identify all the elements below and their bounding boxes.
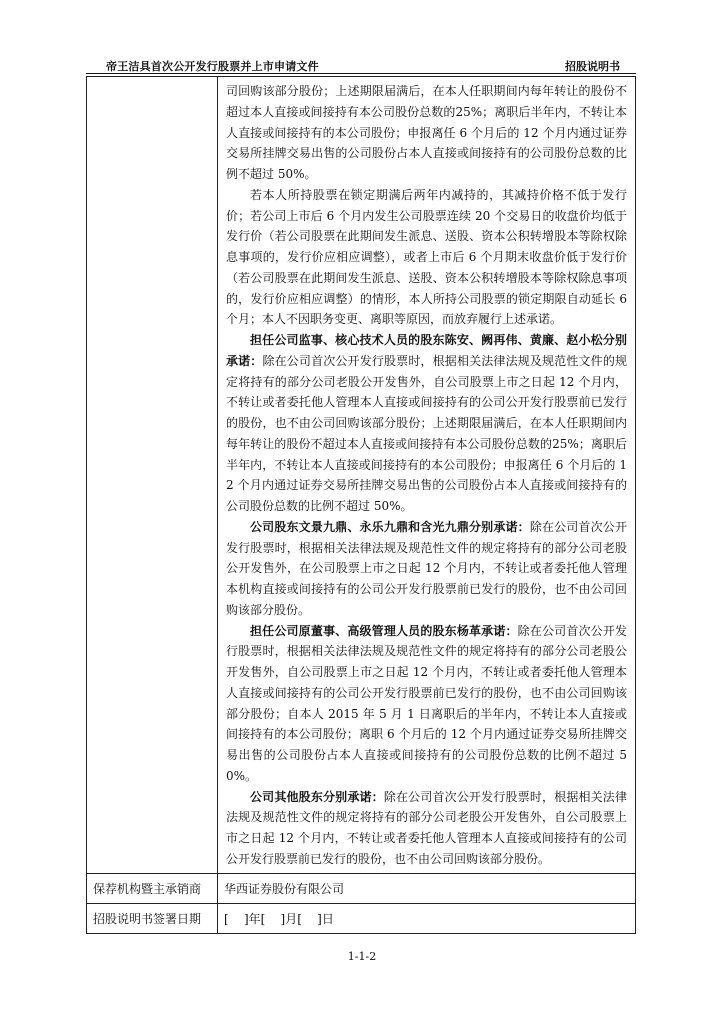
document-type: 招股说明书 xyxy=(565,60,620,73)
header-rule xyxy=(86,73,636,74)
commitment-heading: 担任公司监事、核心技术人员的股东陈安、阙再伟、黄廉、赵小松分别承诺： xyxy=(226,333,627,368)
paragraph: 司回购该部分股份；上述期限届满后，在本人任职期间内每年转让的股份不超过本人直接或间接持有本公司股份总数的25%；离职后半年内，不转让本人直接或间接持有的本公司股份；申报离任 6 个月后的 12 个月内通过证券交易所挂牌交易出售的公司股份占本人直接或间接持有的公司股份总数的比例不超过 50%。 xyxy=(226,84,627,181)
signing-date-value: [ ]年[ ]月[ ]日 xyxy=(218,903,636,933)
document-title: 帝王洁具首次公开发行股票并上市申请文件 xyxy=(106,60,319,73)
signing-date-row xyxy=(87,903,636,933)
commitment-heading: 公司股东文景九鼎、永乐九鼎和含光九鼎分别承诺： xyxy=(250,519,530,534)
info-table xyxy=(86,76,636,934)
paragraph: 担任公司监事、核心技术人员的股东陈安、阙再伟、黄廉、赵小松分别承诺：除在公司首次公开发行股票时，根据相关法律法规及规范性文件的规定将持有的部分公司老股公开发售外，自公司股票上市之日起 12 个月内，不转让或者委托他人管理本人直接或间接持有的公司公开发行股票前已发行的股份，也不由公司回购该部分股份；上述期限届满后，在本人任职期间内每年转让的股份不超过本人直接或间接持有本公司股份总数的25%；离职后半年内，不转让本人直接或间接持有的本公司股份；申报离任 6 个月后的 12 个月内通过证券交易所挂牌交易出售的公司股份占本人直接或间接持有的公司股份总数的比例不超过 50%。 xyxy=(226,333,627,513)
signing-date-label: 招股说明书签署日期 xyxy=(87,903,218,933)
commitment-heading: 公司其他股东分别承诺： xyxy=(250,789,384,804)
paragraph: 担任公司原董事、高级管理人员的股东杨革承诺：除在公司首次公开发行股票时，根据相关法律法规及规范性文件的规定将持有的部分公司老股公开发售外，自公司股票上市之日起 12 个月内，不转让或者委托他人管理本人直接或间接持有的公司公开发行股票前已发行的股份，也不由公司回购该部分股份；自本人 2015 年 5 月 1 日离职后的半年内，不转让本人直接或间接持有的本公司股份；离职 6 个月后的 12 个月内通过证券交易所挂牌交易出售的公司股份占本人直接或间接持有的公司股份总数的比例不超过 50%。 xyxy=(226,623,627,783)
commitment-label-cell xyxy=(87,77,218,874)
sponsor-label: 保荐机构暨主承销商 xyxy=(87,873,218,903)
sponsor-row xyxy=(87,873,636,903)
paragraph: 公司股东文景九鼎、永乐九鼎和含光九鼎分别承诺：除在公司首次公开发行股票时，根据相关法律法规及规范性文件的规定将持有的部分公司老股公开发售外，在公司股票上市之日起 12 个月内，不转让或者委托他人管理本机构直接或间接持有的公司公开发行股票前已发行的股份，也不由公司回购该部分股份。 xyxy=(226,519,627,617)
page-header xyxy=(86,58,636,74)
commitment-heading: 担任公司原董事、高级管理人员的股东杨革承诺： xyxy=(250,623,518,638)
paragraph: 若本人所持股票在锁定期满后两年内减持的，其减持价格不低于发行价；若公司上市后 6 个月内发生公司股票连续 20 个交易日的收盘价均低于发行价（若公司股票在此期间发生派息、送股、资本公积转增股本等除权除息事项的，发行价应相应调整），或者上市后 6 个月期末收盘价低于发行价（若公司股票在此期间发生派息、送股、资本公积转增股本等除权除息事项的，发行价应相应调整）的情形，本人所持公司股票的锁定期限自动延长 6 个月；本人不因职务变更、离职等原因，而放弃履行上述承诺。 xyxy=(226,187,627,327)
paragraph: 公司其他股东分别承诺：除在公司首次公开发行股票时，根据相关法律法规及规范性文件的规定将持有的部分公司老股公开发售外，自公司股票上市之日起 12 个月内，不转让或者委托他人管理本人直接或间接持有的公司公开发行股票前已发行的股份，也不由公司回购该部分股份。 xyxy=(226,789,627,866)
page-number: 1-1-2 xyxy=(347,950,377,963)
commitment-content xyxy=(218,77,636,874)
commitment-row xyxy=(87,77,636,874)
sponsor-value: 华西证券股份有限公司 xyxy=(218,873,636,903)
